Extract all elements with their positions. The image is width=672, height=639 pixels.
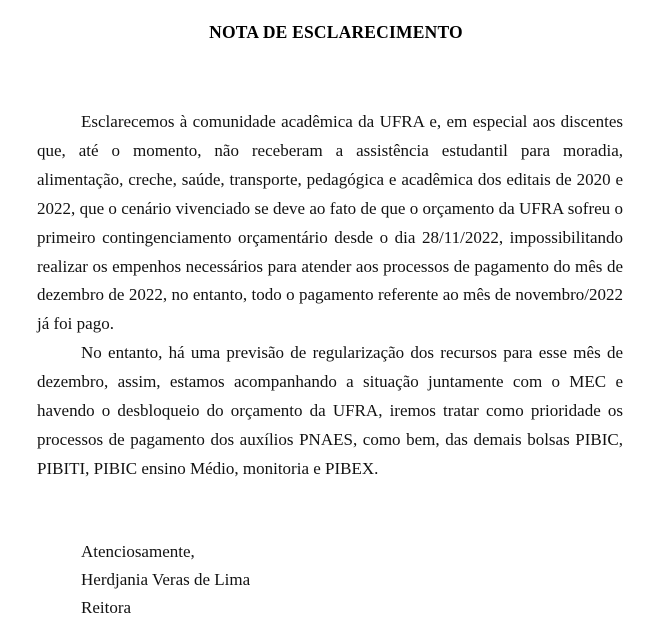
signature-closing: Atenciosamente, [81, 542, 195, 561]
paragraph-1: Esclarecemos à comunidade acadêmica da UFRA e, em especial aos discentes que, até o momento, não receberam a assistência estudantil para moradia, alimentação, creche, saúde, transporte, pedagógica e acadêmica dos editais de 2020 e 2022, que o cenário vivenciado se deve ao fato de que o orçamento da UFRA sofreu o primeiro contingenciamento orçamentário desde o dia 28/11/2022, impossibilitando realizar os empenhos necessários para atender aos processos de pagamento do mês de dezembro de 2022, no entanto, todo o pagamento referente ao mês de novembro/2022 já foi pago. [37, 112, 623, 334]
signature-role: Reitora [81, 598, 132, 617]
paragraph-2: No entanto, há uma previsão de regularização dos recursos para esse mês de dezembro, assim, estamos acompanhando a situação juntamente com o MEC e havendo o desbloqueio do orçamento da UFRA, iremos tratar como prioridade os processos de pagamento dos auxílios PNAES, como bem, das demais bolsas PIBIC, PIBITI, PIBIC ensino Médio, monitoria e PIBEX. [37, 343, 623, 478]
signature-name: Herdjania Veras de Lima [81, 570, 251, 589]
signature-block [81, 538, 481, 622]
page-title: NOTA DE ESCLARECIMENTO [209, 22, 463, 42]
document-body [37, 108, 623, 484]
